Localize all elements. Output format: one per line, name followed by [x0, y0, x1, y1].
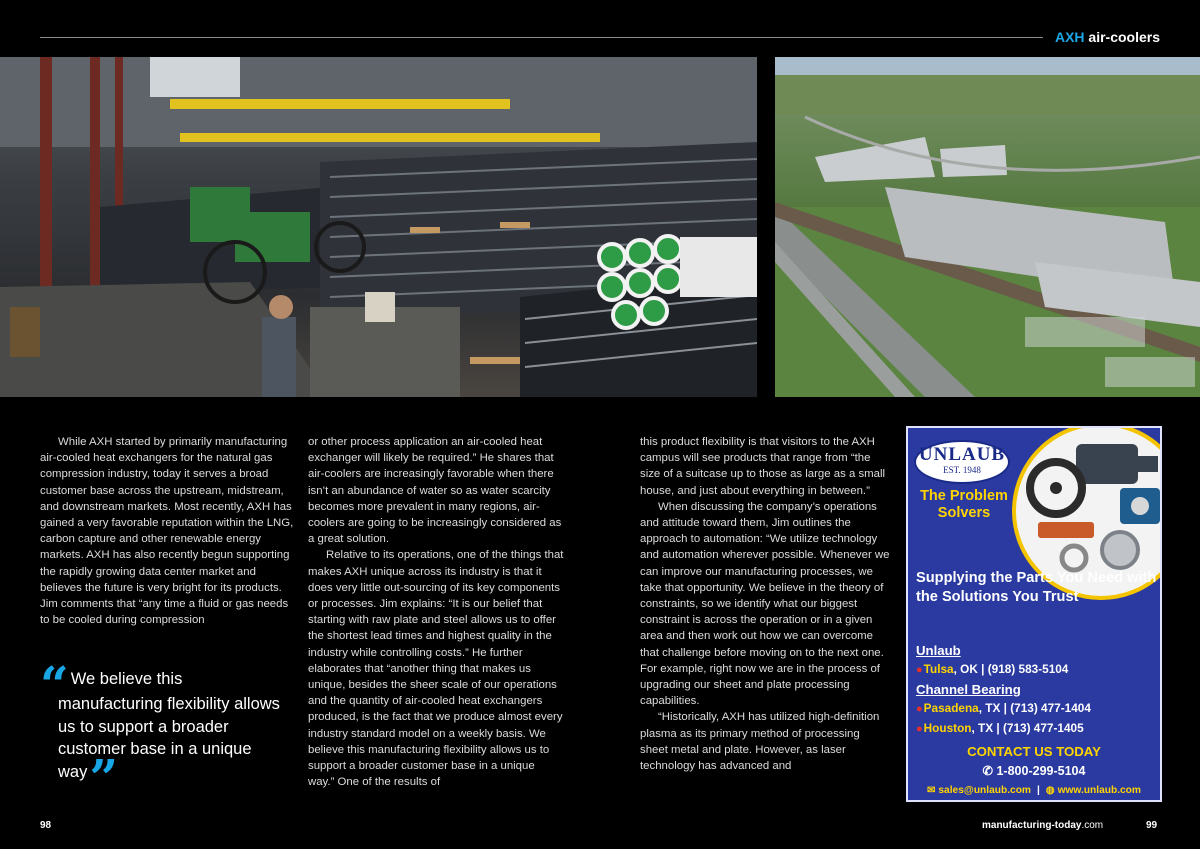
- aerial-horizon: [775, 75, 1200, 115]
- ad-contacts: [908, 785, 1160, 796]
- overhead-crane: [170, 99, 510, 109]
- section-brand: AXH: [1054, 29, 1085, 45]
- close-quote-icon: ”: [89, 747, 119, 807]
- ad-phone[interactable]: ✆ 1-800-299-5104: [982, 764, 1086, 778]
- logo-name: UNLAUB: [918, 444, 1006, 465]
- open-quote-icon: “: [40, 655, 69, 714]
- article-column-3: [640, 434, 890, 774]
- aerial-sky: [775, 57, 1200, 75]
- ad-website-link[interactable]: www.unlaub.com: [1057, 785, 1141, 796]
- page-number-right: 99: [1146, 820, 1158, 831]
- ad-location-houston: ●Houston, TX | (713) 477-1405: [916, 721, 1084, 735]
- factory-skylight: [150, 57, 240, 97]
- aerial-photo: [775, 57, 1200, 397]
- globe-icon: ◍: [1045, 785, 1058, 796]
- gear-icon: [1062, 546, 1086, 570]
- article-column-2: [308, 434, 564, 790]
- factory-photo: [0, 57, 757, 397]
- site-url[interactable]: manufacturing-today.com: [982, 820, 1104, 831]
- ad-contact-cta: CONTACT US TODAY: [967, 744, 1101, 759]
- article-paragraph: or other process application an air-cooled heat exchanger will likely be required.” He shares that air-coolers are increasingly favorable when there isn’t an abundance of water so as water scarcity becomes more prevalent in many regions, air-coolers are going to be increasingly considered as a great solution.: [308, 436, 562, 546]
- article-paragraph: “Historically, AXH has utilized high-definition plasma as its primary method of processing sheet metal and plate. However, as laser technology has advanced and: [640, 711, 880, 773]
- header-rule: [40, 37, 1043, 38]
- article-column-1: [40, 434, 294, 628]
- aerial-photo-illustration: [775, 57, 1200, 397]
- article-paragraph: this product flexibility is that visitors to the AXH campus will see products that range from “the size of a suitcase up to those as large as a small house, and just about everything in between.”: [640, 436, 886, 497]
- unlaub-logo: [914, 440, 1010, 484]
- ad-email-link[interactable]: sales@unlaub.com: [938, 785, 1031, 796]
- overhead-crane: [180, 133, 600, 142]
- factory-photo-illustration: [0, 57, 757, 397]
- belt-icon: [1038, 522, 1094, 538]
- green-cabinet: [235, 212, 310, 262]
- unlaub-advertisement[interactable]: [906, 426, 1162, 802]
- ad-company-channel-bearing: Channel Bearing: [916, 681, 1021, 697]
- pull-quote-text: We believe this manufacturing flexibility allows us to support a broader customer base in a unique way: [58, 670, 280, 781]
- pull-quote: [40, 655, 280, 807]
- ad-locations: [916, 642, 1160, 740]
- ad-location-pasadena: ●Pasadena, TX | (713) 477-1404: [916, 700, 1091, 715]
- article-paragraph: Relative to its operations, one of the things that makes AXH unique across its industry is that it does very little out-sourcing of its key components or processes. Jim explains: “It is our belief that starting with raw plate and steel allows us to offer the shortest lead times and highest quality in the industry while controlling costs.” He further elaborates that “another thing that makes us unique, besides the sheer scale of our operations and the quantity of air-cooled heat exchangers produced, is the fact that we produce almost every industry standard model on a weekly basis. We believe this manufacturing flexibility allows us to support a broader customer base in a unique way.” One of the results of: [308, 549, 564, 789]
- box: [365, 292, 395, 322]
- workbench: [10, 307, 40, 357]
- worker: [262, 317, 296, 397]
- coupling-icon: [1102, 532, 1138, 568]
- article-paragraph: When discussing the company’s operations and attitude toward them, Jim outlines the approach to automation: “We utilize technology and automation wherever possible. Whenever we can improve our manufacturing processes, we take that opportunity. We believe in the theory of constraints, so we identify what our biggest constraint is across the operation or in a given area and then work out how we can overcome that challenge before moving on to the next one. For example, right now we are in the process of upgrading our sheet and plate processing capabilities.: [640, 500, 890, 708]
- section-name: air-coolers: [1088, 29, 1160, 45]
- phone-icon: ✆: [982, 764, 997, 778]
- article-paragraph: While AXH started by primarily manufacturing air-cooled heat exchangers for the natural gas compression industry, today it serves a broad customer base across the upstream, midstream, and downstream markets. Most recently, AXH has gained a very favorable reputation within the LNG, carbon capture and other renewable energy markets. AXH has also recently begun supporting the rapidly growing data center market and believes the future is very bright for its products. Jim comments that “any time a fluid or gas needs to be cooled during compression: [40, 436, 294, 627]
- contact-separator: |: [1036, 785, 1040, 796]
- ad-company-unlaub: Unlaub: [916, 643, 961, 658]
- factory-column: [90, 57, 100, 307]
- worker-head: [269, 295, 293, 319]
- email-icon: ✉: [927, 785, 939, 796]
- motor-icon: [1076, 444, 1138, 484]
- section-title: [1055, 29, 1160, 45]
- page-number-left: 98: [40, 820, 52, 831]
- ad-products-illustration: [1016, 426, 1162, 588]
- location-pin-icon: ●: [916, 702, 923, 715]
- ad-location-tulsa: ●Tulsa, OK | (918) 583-5104: [916, 662, 1069, 676]
- location-pin-icon: ●: [916, 723, 923, 735]
- location-pin-icon: ●: [916, 664, 923, 676]
- ad-headline: Supplying the Parts You Need with the Solutions You Trust: [916, 570, 1157, 605]
- ad-tagline: The Problem Solvers: [920, 488, 1008, 521]
- motor-shaft-icon: [1136, 456, 1158, 472]
- logo-established: EST. 1948: [943, 465, 981, 475]
